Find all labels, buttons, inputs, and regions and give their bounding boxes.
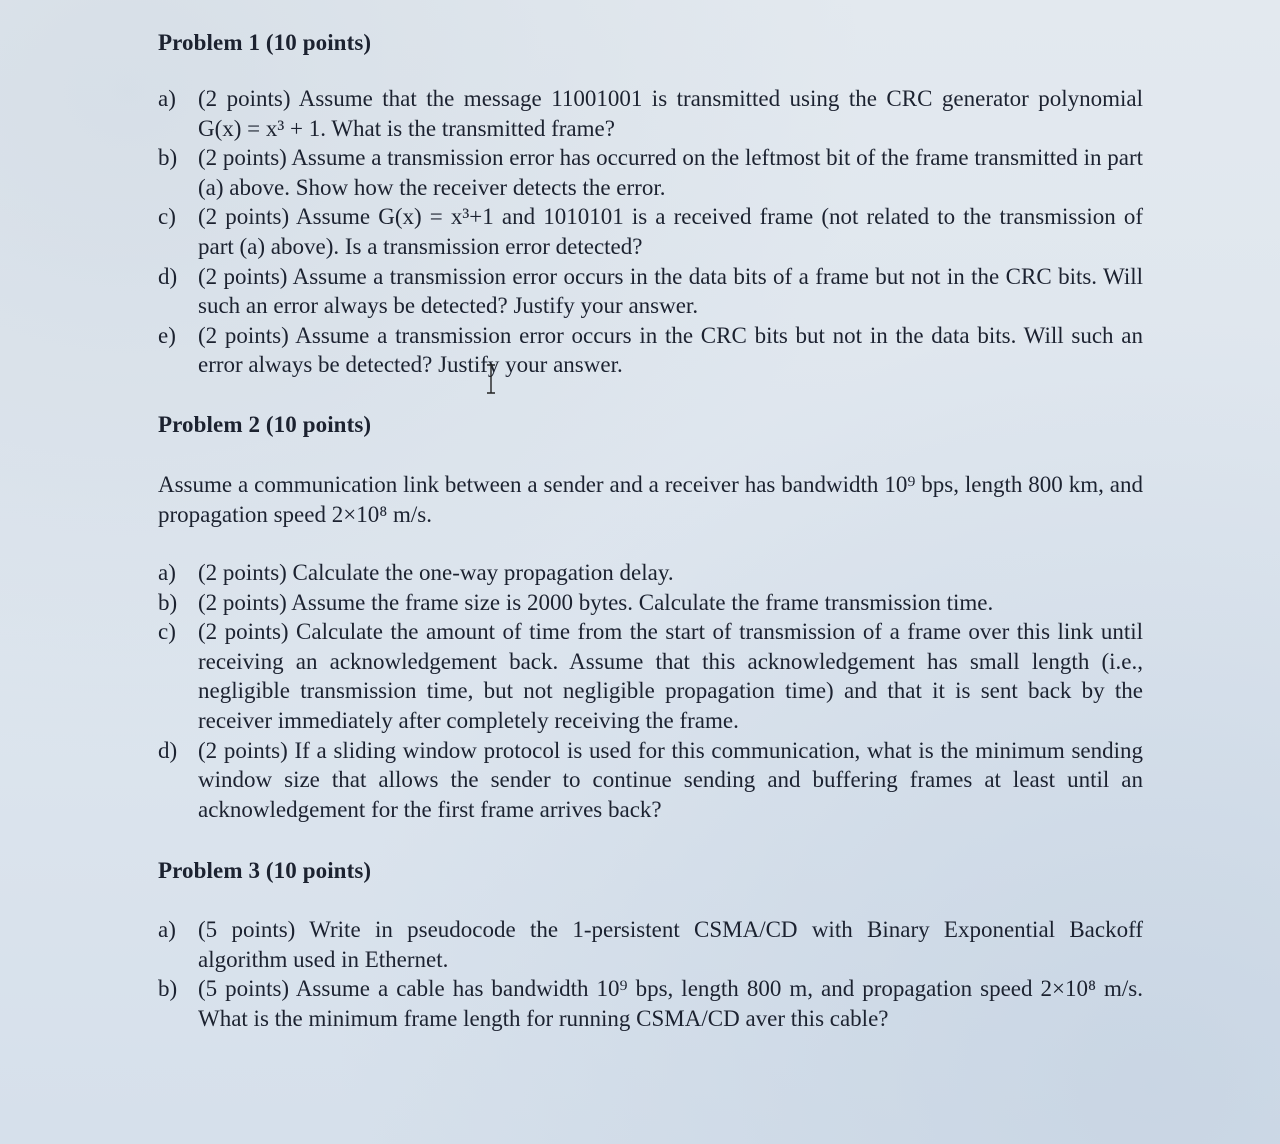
question-letter: b)	[158, 145, 178, 171]
question-text: (2 points) Assume a transmission error has occurred on the leftmost bit of the frame transmitted in part (a) above. Show how the receiver detects the error.	[198, 145, 1143, 200]
question-letter: b)	[158, 589, 178, 615]
question-list	[158, 915, 1143, 1033]
question-text: (2 points) Assume a transmission error occurs in the data bits of a frame but not in the CRC bits. Will such an error always be detected? Justify your answer.	[198, 263, 1143, 319]
problem-2	[158, 410, 1143, 824]
question-text: (2 points) Calculate the amount of time from the start of transmission of a frame over this link until receiving an acknowledgement back. Assume that this acknowledgement has small length (i.e., negligible transmission time, but not negligible propagation time) and that it is sent back by the receiver immediately after completely receiving the frame.	[198, 619, 1143, 733]
question-text: (2 points) Assume a transmission error occurs in the CRC bits but not in the data bits. Will such an error always be detected? Justify your answer.	[198, 322, 1143, 378]
question-item	[158, 915, 1143, 974]
question-letter: d)	[158, 737, 178, 763]
question-letter: a)	[158, 917, 176, 943]
question-item	[158, 321, 1143, 380]
question-item	[158, 617, 1143, 735]
question-letter: c)	[158, 619, 176, 645]
question-item	[158, 588, 1143, 618]
question-text: (2 points) If a sliding window protocol is used for this communication, what is the minimum sending window size that allows the sender to continue sending and buffering frames at least until an acknowledgement for the first frame arrives back?	[198, 737, 1143, 822]
question-item	[158, 262, 1143, 321]
document-page	[158, 28, 1143, 1034]
question-letter: c)	[158, 204, 176, 230]
question-item	[158, 202, 1143, 261]
question-letter: e)	[158, 322, 176, 348]
question-list	[158, 558, 1143, 824]
question-text: (5 points) Write in pseudocode the 1-persistent CSMA/CD with Binary Exponential Backoff algorithm used in Ethernet.	[198, 917, 1143, 972]
problem-3	[158, 856, 1143, 1033]
question-text: (2 points) Assume that the message 11001001 is transmitted using the CRC generator polynomial G(x) = x³ + 1. What is the transmitted frame?	[198, 86, 1143, 141]
question-text: (2 points) Assume the frame size is 2000 bytes. Calculate the frame transmission time.	[198, 589, 994, 615]
question-letter: a)	[158, 86, 176, 111]
question-item	[158, 143, 1143, 202]
question-letter: a)	[158, 559, 176, 585]
question-letter: b)	[158, 976, 178, 1002]
question-text: (5 points) Assume a cable has bandwidth 10⁹ bps, length 800 m, and propagation speed 2×10⁸ m/s. What is the minimum frame length for running CSMA/CD aver this cable?	[198, 976, 1143, 1032]
question-item	[158, 736, 1143, 825]
problem-title: Problem 2 (10 points)	[158, 411, 372, 437]
question-item	[158, 84, 1143, 143]
question-item	[158, 558, 1143, 588]
question-text: (2 points) Calculate the one-way propagation delay.	[198, 559, 674, 585]
question-list	[158, 84, 1143, 380]
question-item	[158, 974, 1143, 1033]
problem-1	[158, 28, 1143, 380]
question-text: (2 points) Assume G(x) = x³+1 and 1010101 is a received frame (not related to the transmission of part (a) above). Is a transmission error detected?	[198, 204, 1143, 259]
problem-intro: Assume a communication link between a sender and a receiver has bandwidth 10⁹ bps, length 800 km, and propagation speed 2×10⁸ m/s.	[158, 471, 1143, 527]
problem-title: Problem 3 (10 points)	[158, 858, 372, 884]
text-cursor-icon	[484, 364, 498, 394]
question-letter: d)	[158, 263, 178, 289]
problem-title: Problem 1 (10 points)	[158, 30, 372, 55]
